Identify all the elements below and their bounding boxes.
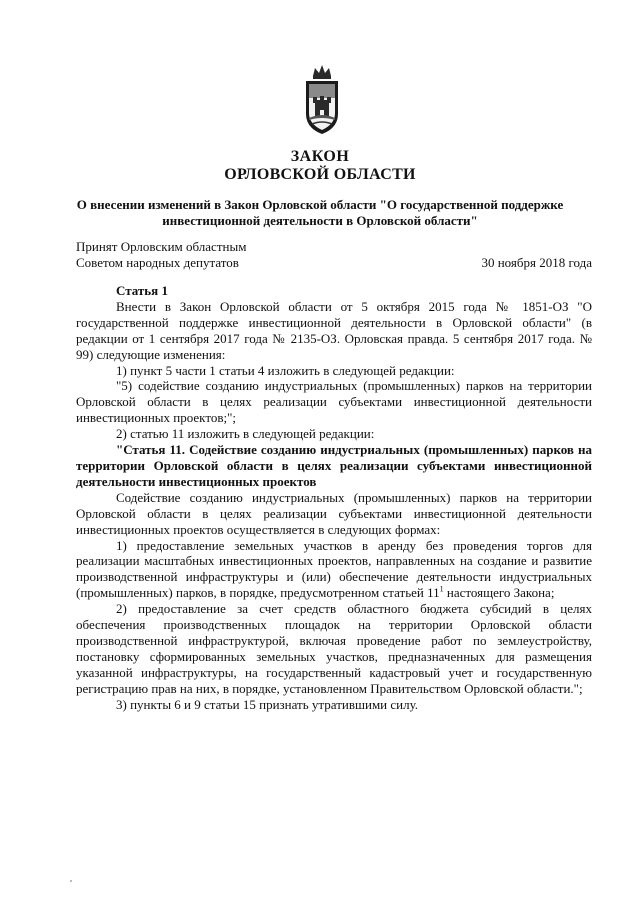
- support-form-1-tail: настоящего Закона;: [443, 585, 555, 601]
- amendment-item-1-text: "5) содействие созданию индустриальных (промышленных) парков на территории Орловской области в целях реализации субъектами инвестиционной деятельности инвестиционных проектов;";: [76, 378, 592, 426]
- amendment-item-3: 3) пункты 6 и 9 статьи 15 признать утратившими силу.: [116, 696, 419, 712]
- article-11-intro: Содействие созданию индустриальных (промышленных) парков на территории Орловской области в целях реализации субъектами инвестиционной деятельности инвестиционных проектов осуществляется в следующих формах:: [76, 489, 592, 537]
- support-form-2: 2) предоставление за счет средств областного бюджета субсидий в целях обеспечения производственных площадок на территории Орловской области производственной инфраструктурой, включая проведение работ по землеустройству, постановку сформированных земельных участков, предназначенных для размещения указанной инфраструктуры, на государственный кадастровый учет и государственную регистрацию прав на них, в порядке, установленном Правительством Орловской области.";: [76, 601, 592, 696]
- law-subject-line-1: О внесении изменений в Закон Орловской области "О государственной поддержке: [76, 197, 564, 212]
- support-form-1-text: 1) предоставление земельных участков в аренду без проведения торгов для реализации масштабных инвестиционных проектов, направленных на создание и развитие производственной инфраструктуры и (или) обеспечение деятельности индустриальных (промышленных) парков, в порядке, предусмотренном статьей 11: [76, 537, 592, 601]
- law-body: [76, 283, 592, 712]
- support-form-1-superscript: 1: [439, 584, 444, 594]
- law-subject-line-2: инвестиционной деятельности в Орловской области": [162, 213, 478, 228]
- adoption-line-2: Советом народных депутатов: [76, 255, 239, 270]
- orel-oblast-coat-of-arms-icon: [302, 62, 342, 136]
- amendment-item-2: 2) статью 11 изложить в следующей редакции:: [116, 426, 375, 442]
- amendment-item-1: 1) пункт 5 части 1 статьи 4 изложить в следующей редакции:: [116, 362, 455, 378]
- article-1-intro: Внести в Закон Орловской области от 5 октября 2015 года № 1851-ОЗ "О государственной поддержке инвестиционной деятельности в Орловской области" (в редакции от 1 сентября 2017 года № 2135-ОЗ. Орловская правда. 5 сентября 2017 года. № 99) следующие изменения:: [76, 298, 592, 362]
- region-heading: ОРЛОВСКОЙ ОБЛАСТИ: [224, 166, 416, 183]
- page-speck: [70, 880, 72, 882]
- article-11-title: "Статья 11. Содействие созданию индустриальных (промышленных) парков на территории Орловской области в целях реализации субъектами инвестиционной деятельности инвестиционных проектов: [76, 442, 592, 489]
- support-form-1: [76, 538, 592, 602]
- article-1-title: Статья 1: [116, 283, 168, 298]
- law-subject: [60, 197, 580, 229]
- law-heading: ЗАКОН: [290, 148, 350, 165]
- adoption-date: 30 ноября 2018 года: [481, 255, 592, 270]
- adoption-line-1: Принят Орловским областным: [76, 239, 247, 254]
